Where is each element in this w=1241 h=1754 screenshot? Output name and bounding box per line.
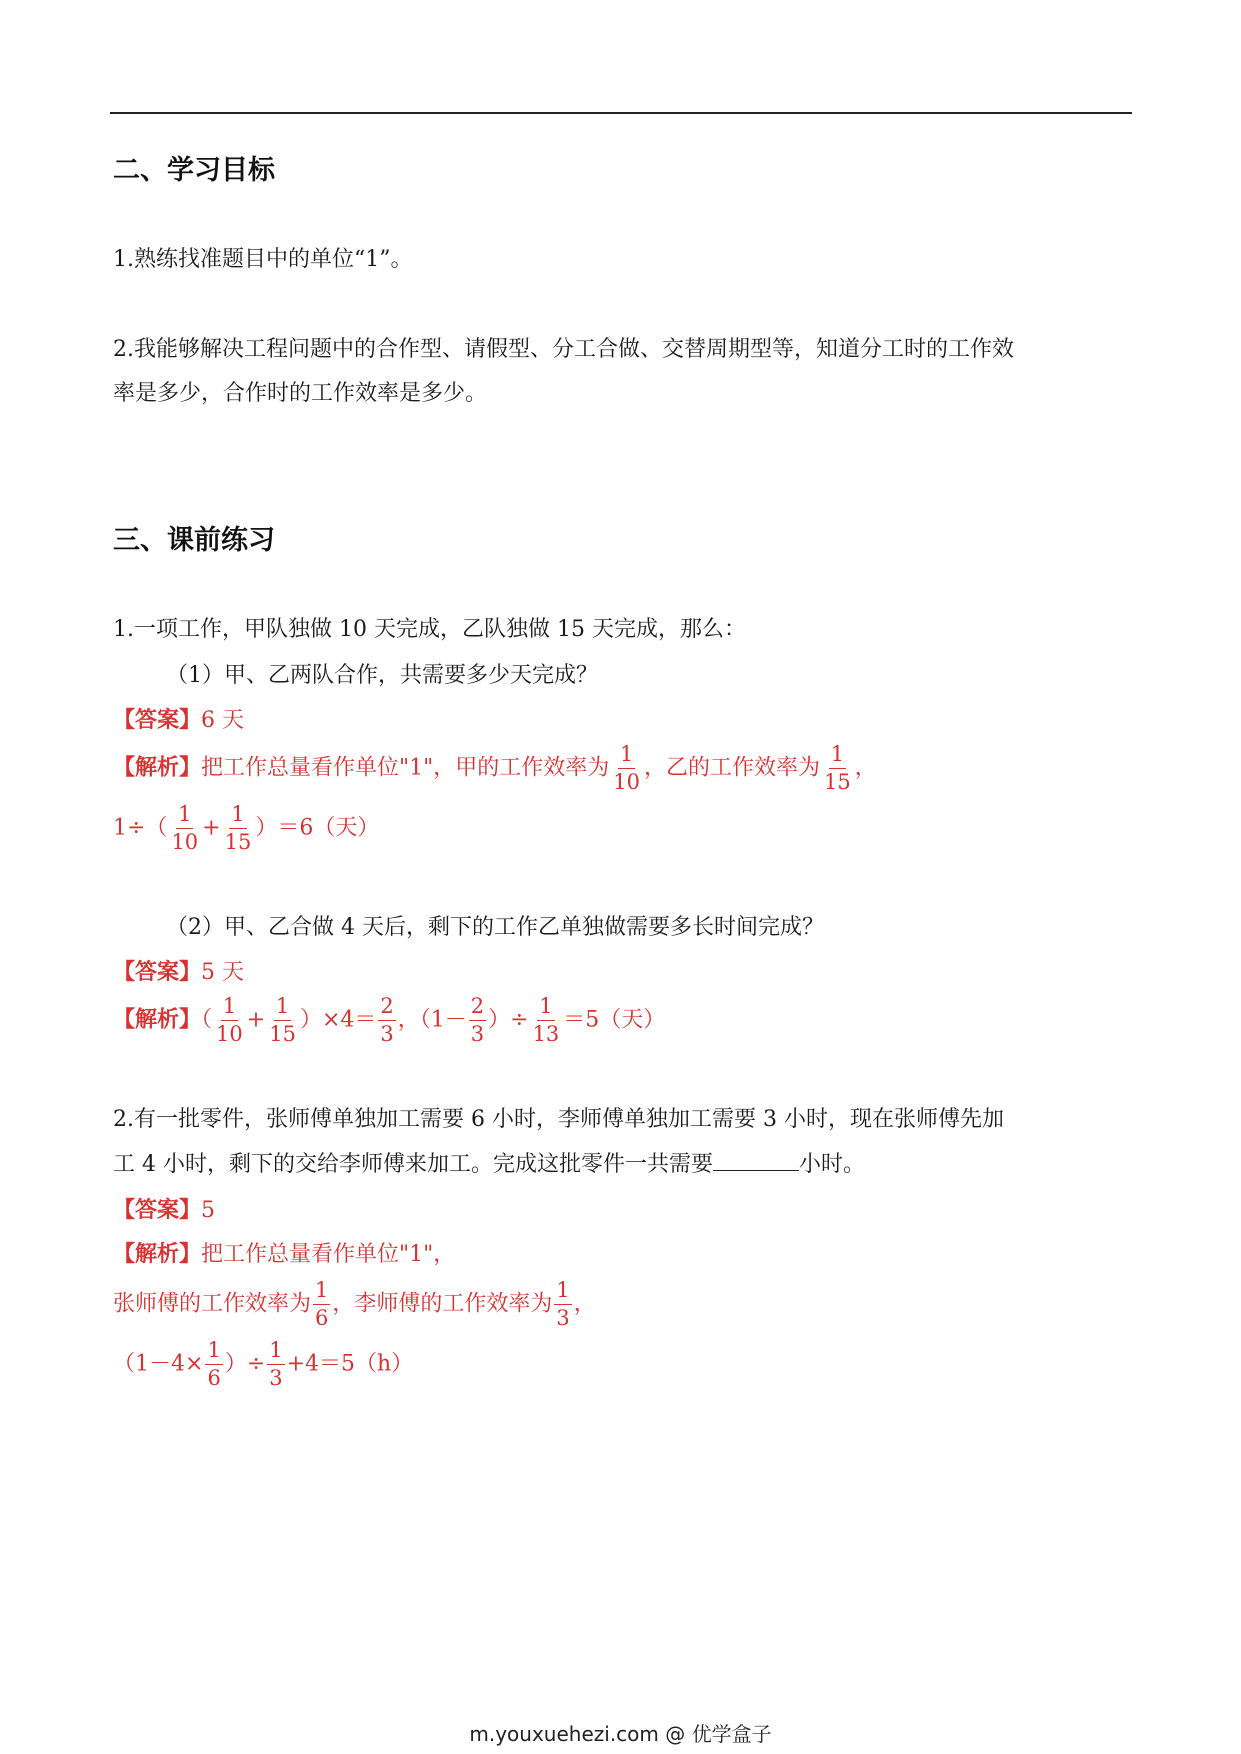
fraction-denominator: 10 (216, 1022, 243, 1046)
goal-item-2-line1: 2.我能够解决工程问题中的合作型、请假型、分工合做、交替周期型等，知道分工时的工作效 (113, 337, 1014, 362)
fill-in-blank (713, 1150, 799, 1171)
fraction-denominator: 10 (613, 770, 640, 794)
fraction (267, 1340, 284, 1389)
fraction-denominator: 3 (380, 1022, 394, 1046)
fraction-numerator: 1 (274, 996, 291, 1021)
analysis-tag: 【解析】 (113, 1241, 202, 1267)
analysis-text: ， (573, 1291, 596, 1317)
goal-item-1: 1.熟练找准题目中的单位“1”。 (113, 247, 413, 272)
fraction (214, 996, 245, 1045)
question-1-sub2-analysis (113, 996, 665, 1045)
analysis-text: ，李师傅的工作效率为 (332, 1291, 553, 1317)
section-title-practice: 三、课前练习 (113, 525, 275, 556)
fraction (169, 804, 200, 853)
fraction-numerator: 1 (537, 996, 554, 1021)
analysis-tag: 【解析】 (113, 754, 202, 781)
fraction-denominator: 3 (556, 1306, 570, 1330)
fraction-numerator: 1 (176, 804, 193, 829)
calc-text: ）×4＝ (299, 1007, 377, 1033)
goal-item-2-line2: 率是多少，合作时的工作效率是多少。 (113, 381, 488, 406)
fraction-denominator: 15 (269, 1022, 296, 1046)
fraction (554, 1280, 571, 1329)
fraction (822, 744, 853, 793)
calc-text: 1÷（ (113, 815, 168, 841)
fraction-numerator: 1 (221, 996, 238, 1021)
analysis-text: ， (854, 755, 877, 781)
fraction-denominator: 3 (470, 1022, 485, 1046)
question-1-sub2-answer (113, 958, 244, 987)
fraction (469, 996, 486, 1045)
answer-value: 5 (201, 1198, 216, 1223)
answer-value: 6 天 (201, 708, 245, 733)
fraction (223, 804, 254, 853)
calc-text: ）÷ (224, 1351, 266, 1377)
question-2-analysis-line2 (113, 1280, 596, 1329)
fraction (378, 996, 395, 1045)
analysis-text: ，乙的工作效率为 (644, 755, 821, 781)
section-title-goals: 二、学习目标 (113, 155, 275, 186)
fraction-denominator: 6 (207, 1366, 221, 1390)
question-1-sub1-calc (113, 804, 379, 853)
calc-text: ＝5（天） (563, 1007, 666, 1033)
analysis-tag: 【解析】 (113, 1006, 202, 1033)
question-1-sub1-answer (113, 706, 244, 735)
fraction-denominator: 10 (171, 830, 199, 854)
fraction-denominator: 6 (315, 1306, 329, 1330)
question-2-calc (113, 1340, 413, 1389)
footer-watermark: m.youxuehezi.com @ 优学盒子 (469, 1722, 772, 1746)
question-1-stem: 1.一项工作，甲队独做 10 天完成，乙队独做 15 天完成，那么： (113, 617, 746, 642)
calc-text: ，（1－ (397, 1007, 467, 1033)
fraction (313, 1280, 330, 1329)
fraction-numerator: 1 (554, 1280, 571, 1305)
question-2-analysis-line1 (113, 1240, 455, 1269)
question-1-sub1-analysis (113, 744, 877, 793)
fraction-numerator: 1 (313, 1280, 330, 1305)
calc-text: + (202, 815, 221, 841)
calc-text: + (246, 1007, 266, 1033)
fraction (531, 996, 562, 1045)
calc-text: +4＝5（h） (286, 1351, 414, 1377)
calc-text: （1－4× (113, 1351, 204, 1377)
calc-text: ）÷ (488, 1007, 529, 1033)
fraction-denominator: 15 (224, 830, 252, 854)
stem-text: 工 4 小时，剩下的交给李师傅来加工。完成这批零件一共需要 (113, 1152, 713, 1177)
question-2-stem-line2 (113, 1150, 865, 1179)
fraction-numerator: 1 (229, 804, 246, 829)
analysis-text: 张师傅的工作效率为 (113, 1291, 312, 1317)
analysis-text: 把工作总量看作单位"1"，甲的工作效率为 (201, 755, 610, 781)
answer-tag: 【答案】 (113, 707, 202, 733)
question-1-sub2: （2）甲、乙合做 4 天后，剩下的工作乙单独做需要多长时间完成？ (166, 915, 824, 940)
fraction-numerator: 2 (378, 996, 395, 1021)
answer-tag: 【答案】 (113, 1197, 202, 1223)
fraction-numerator: 1 (829, 744, 846, 769)
fraction-denominator: 13 (532, 1022, 560, 1046)
answer-tag: 【答案】 (113, 959, 202, 985)
question-1-sub1: （1）甲、乙两队合作，共需要多少天完成？ (166, 663, 598, 688)
calc-text: ）＝6（天） (255, 815, 380, 841)
fraction-numerator: 2 (469, 996, 486, 1021)
fraction-denominator: 3 (269, 1366, 283, 1390)
stem-text: 小时。 (799, 1152, 866, 1177)
fraction-numerator: 1 (205, 1340, 222, 1365)
fraction (205, 1340, 222, 1389)
calc-text: （ (201, 1007, 213, 1033)
analysis-text: 把工作总量看作单位"1"， (201, 1242, 456, 1267)
fraction (611, 744, 642, 793)
fraction (267, 996, 298, 1045)
question-2-answer (113, 1196, 215, 1225)
fraction-numerator: 1 (618, 744, 635, 769)
answer-value: 5 天 (201, 960, 245, 985)
fraction-numerator: 1 (267, 1340, 284, 1365)
fraction-denominator: 15 (824, 770, 851, 794)
top-divider (110, 112, 1132, 114)
question-2-stem-line1: 2.有一批零件，张师傅单独加工需要 6 小时，李师傅单独加工需要 3 小时，现在张师傅先加 (113, 1107, 1004, 1132)
